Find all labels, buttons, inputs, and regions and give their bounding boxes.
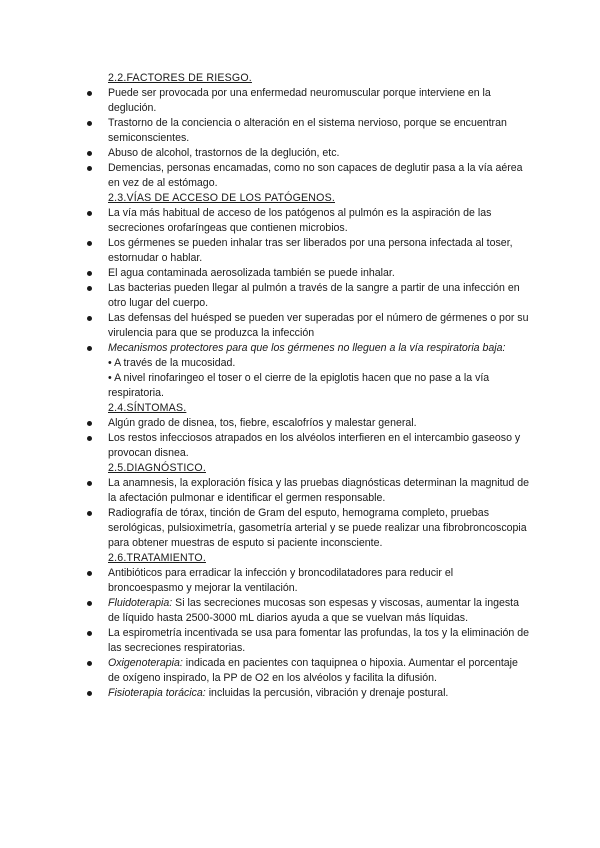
bullet-icon [87,481,92,486]
bullet-icon [87,421,92,426]
list-item: Trastorno de la conciencia o alteración en el sistema nervioso, porque se encuentran semiconscientes. [0,116,600,146]
list-item: Abuso de alcohol, trastornos de la deglución, etc. [0,146,600,161]
bullet-icon [87,316,92,321]
bullet-icon [87,241,92,246]
section-heading: 2.6.TRATAMIENTO. [108,552,206,564]
list-item: Mecanismos protectores para que los gérmenes no lleguen a la vía respiratoria baja: [0,341,600,356]
section-heading: 2.4.SÍNTOMAS. [108,402,187,414]
list-item: La anamnesis, la exploración física y las pruebas diagnósticas determinan la magnitud de la afectación pulmonar e identificar el germen responsable. [0,476,600,506]
list-item: Demencias, personas encamadas, como no son capaces de deglutir pasa a la vía aérea en vez de al estómago. [0,161,600,191]
document-page [0,71,600,701]
list-item: Radiografía de tórax, tinción de Gram del esputo, hemograma completo, pruebas serológicas, pulsioximetría, gasometría arterial y se puede realizar una fibrobroncoscopia para obtener muestras de esputo si paciente inconsciente. [0,506,600,551]
bullet-icon [87,691,92,696]
list-item: Fluidoterapia: Si las secreciones mucosas son espesas y viscosas, aumentar la ingesta de líquido hasta 2500-3000 mL diarios ayuda a que se vuelvan más líquidas. [0,596,600,626]
list-item: Fisioterapia torácica: incluidas la percusión, vibración y drenaje postural. [0,686,600,701]
bullet-icon [87,286,92,291]
bullet-icon [87,436,92,441]
bullet-icon [87,511,92,516]
bullet-icon [87,631,92,636]
list-item: El agua contaminada aerosolizada también se puede inhalar. [0,266,600,281]
list-item: Las bacterias pueden llegar al pulmón a través de la sangre a partir de una infección en otro lugar del cuerpo. [0,281,600,311]
list-item: Antibióticos para erradicar la infección y broncodilatadores para reducir el broncoespasmo y mejorar la ventilación. [0,566,600,596]
section-heading: 2.5.DIAGNÓSTICO. [108,462,206,474]
sub-item: • A través de la mucosidad. [108,357,236,369]
bullet-icon [87,571,92,576]
bullet-icon [87,91,92,96]
bullet-icon [87,601,92,606]
bullet-icon [87,166,92,171]
bullet-icon [87,151,92,156]
list-item: Puede ser provocada por una enfermedad neuromuscular porque interviene en la deglución. [0,86,600,116]
bullet-icon [87,211,92,216]
section-heading: 2.3.VÍAS DE ACCESO DE LOS PATÓGENOS. [108,192,335,204]
list-item: La vía más habitual de acceso de los patógenos al pulmón es la aspiración de las secreciones orofaríngeas que contienen microbios. [0,206,600,236]
bullet-icon [87,346,92,351]
bullet-icon [87,661,92,666]
list-item: La espirometría incentivada se usa para fomentar las profundas, la tos y la eliminación de las secreciones respiratorias. [0,626,600,656]
list-item: Los gérmenes se pueden inhalar tras ser liberados por una persona infectada al toser, estornudar o hablar. [0,236,600,266]
list-item: Los restos infecciosos atrapados en los alvéolos interfieren en el intercambio gaseoso y provocan disnea. [0,431,600,461]
list-item: Oxigenoterapia: indicada en pacientes con taquipnea o hipoxia. Aumentar el porcentaje de oxígeno inspirado, la PP de O2 en los alvéolos y facilita la difusión. [0,656,600,686]
sub-item: • A nivel rinofaringeo el toser o el cierre de la epiglotis hacen que no pase a la vía respiratoria. [108,372,490,399]
section-heading: 2.2.FACTORES DE RIESGO. [108,72,252,84]
bullet-icon [87,271,92,276]
bullet-icon [87,121,92,126]
list-item: Las defensas del huésped se pueden ver superadas por el número de gérmenes o por su virulencia para que se produzca la infección [0,311,600,341]
list-item: Algún grado de disnea, tos, fiebre, escalofríos y malestar general. [0,416,600,431]
